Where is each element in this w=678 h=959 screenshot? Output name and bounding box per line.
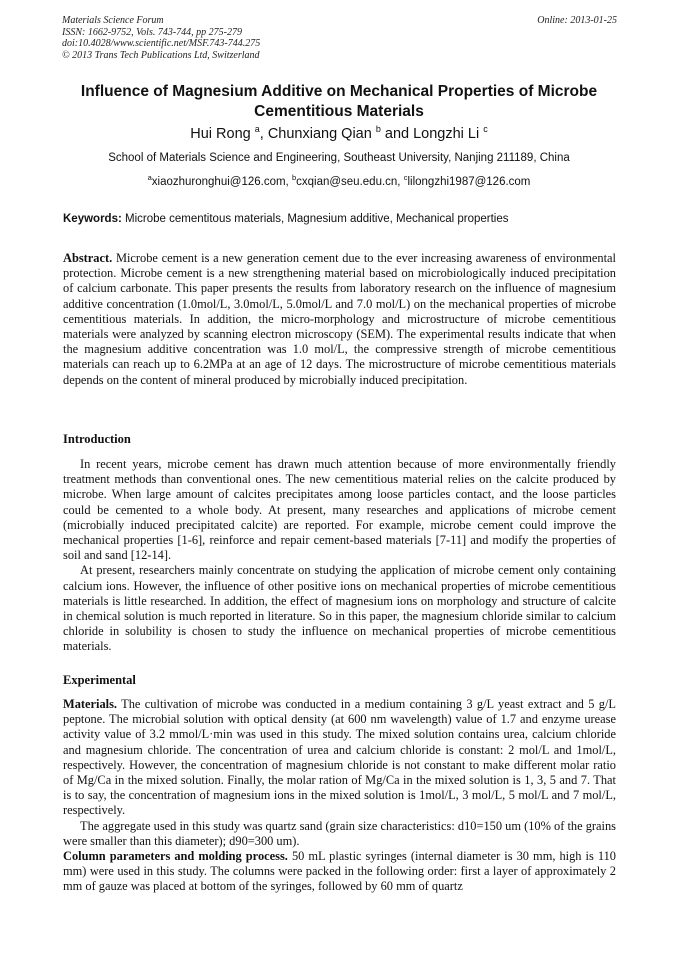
abstract-label: Abstract. [63,251,113,265]
email-superscript: c [403,173,408,182]
journal-header [62,15,617,61]
experimental-heading: Experimental [63,673,136,687]
paper-title: Influence of Magnesium Additive on Mechanical Properties of Microbe Cementitious Materials [80,83,598,120]
experimental-body [63,697,616,895]
keywords [63,213,623,225]
online-date: Online: 2013-01-25 [537,15,617,26]
author-list: Hui Rong $^a$, Chunxiang Qian $^b$ and Longzhi Li $^c$ [190,124,488,142]
copyright-line: © 2013 Trans Tech Publications Ltd, Switzerland [62,49,260,61]
affiliation: School of Materials Science and Engineering, Southeast University, Nanjing 211189, China [108,152,570,164]
email-list [40,173,638,188]
email-superscript: a [147,173,152,182]
materials-label: Materials. [63,697,118,711]
materials-text: The cultivation of microbe was conducted in a medium containing 3 g/L yeast extract and 5 g/L peptone. The microbial solution with optical density (at 600 nm wavelength) value of 1.7 and enzyme urease activity value of 3.2 mmol/L·min was used in this study. The mixed solution contains urea, calcium chloride and magnesium chloride. The concentration of urea and calcium chloride is constant: 2 mol/L and 1mol/L, respectively. However, the concentration of magnesium chloride is not constant to make different molar ratio of Mg/Ca in the mixed solution. Finally, the molar ration of Mg/Ca in the mixed solution is 1, 3, 5 and 7. That is to say, the concentration of magnesium ions in the mixed solution is 1mol/L, 3 mol/L, 5 mol/L and 7 mol/L, respectively. [63,697,616,818]
keywords-text: Microbe cementitous materials, Magnesium additive, Mechanical properties [125,213,509,225]
column-label: Column parameters and molding process. [63,849,288,864]
author-superscript: c [483,124,488,134]
keywords-label: Keywords: [63,213,122,225]
email-address: xiaozhuronghui@126.com, [151,175,289,188]
author-superscript: b [375,124,381,134]
issn-line: ISSN: 1662-9752, Vols. 743-744, pp 275-279 [62,26,242,38]
column-text: 50 mL plastic syringes (internal diameter is 30 mm, high is 110 mm) were used in this study. The columns were packed in the following order: first a layer of approximately 2 mm of gauze was placed at bottom of the syringes, followed by 60 mm of quartz [63,849,616,894]
journal-name: Materials Science Forum [62,15,164,26]
author-name: and Longzhi Li [384,125,480,142]
email-superscript: b [291,173,297,182]
doi-line: doi:10.4028/www.scientific.net/MSF.743-744.275 [62,38,261,49]
paragraph: In recent years, microbe cement has drawn much attention because of more environmentally friendly treatment methods than conventional ones. The new cementitious material relies on the calcite produced by microbe. When large amount of calcites precipitates among loose particles contact, and the loose particles could be cemented to a whole body. At present, many researches and applications of microbe cement (microbially induced precipitated calcite) are reported. For example, microbe cement could improve the mechanical properties [1-6], reinforce and repair cement-based materials [7-11] and modify the properties of soil and sand [12-14]. [63,457,616,563]
email-address: cxqian@seu.edu.cn, [296,175,401,188]
introduction-body [63,457,616,655]
email-address: lilongzhi1987@126.com [407,175,531,188]
abstract-text: Microbe cement is a new generation cement due to the ever increasing awareness of environmental protection. Microbe cement is a new strengthening material based on microbiologically induced precipitation of calcium carbonate. This paper presents the results from laboratory research on the influence of magnesium additive concentration (1.0mol/L, 3.0mol/L, 5.0mol/L and 7.0 mol/L) on the mechanical properties of microbe cementitious materials. In addition, the micro-morphology and microstructure of microbe cementitious materials were analyzed by scanning electron microscopy (SEM). The experimental results indicate that when the magnesium additive concentration was 1.0 mol/L, the compressive strength of microbe cementitious materials can reach up to 6.2MPa at an age of 12 days. The microstructure of microbe cementitious materials depends on the content of mineral produced by microbially induced precipitation. [63,251,616,387]
author-name: Chunxiang Qian [267,125,372,142]
author-name: Hui Rong [190,125,251,142]
paragraph: At present, researchers mainly concentrate on studying the application of microbe cement only containing calcium ions. However, the influence of other positive ions on mechanical properties of microbe cementitious materials is little researched. In addition, the effect of magnesium ions on morphology and structure of calcite in chemical solution is much reported in literature. So in this paper, the magnesium chloride similar to calcium chloride in solubility is chosen to study the influence on mechanical properties of microbe cementitious materials. [63,563,616,654]
abstract [63,251,616,388]
paragraph: The aggregate used in this study was quartz sand (grain size characteristics: d10=150 um (10% of the grains were smaller than this diameter); d90=300 um). [63,818,616,848]
author-superscript: a [254,124,260,134]
introduction-heading: Introduction [63,432,131,446]
